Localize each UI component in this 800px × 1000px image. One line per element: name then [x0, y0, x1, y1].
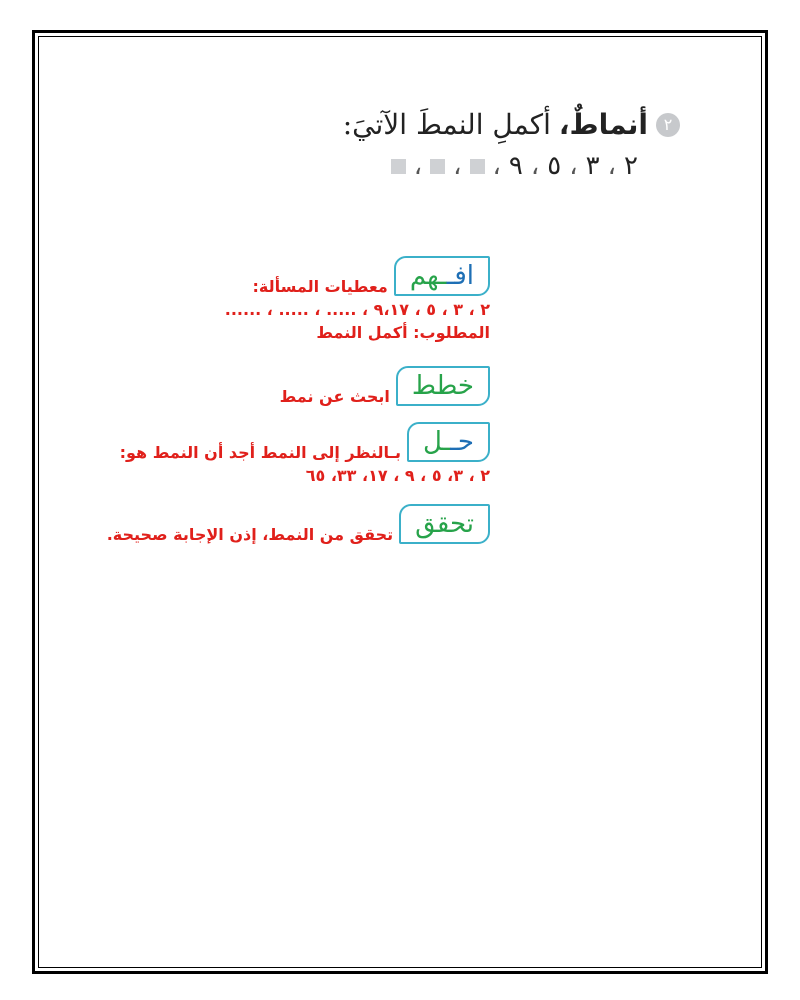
sequence-separator: ، — [607, 151, 617, 181]
required-text: المطلوب: أكمل النمط — [316, 323, 490, 342]
step-check — [107, 504, 490, 544]
sequence-separator: ، — [569, 151, 578, 181]
tag-check — [399, 504, 490, 544]
given-label: معطيات المسألة: — [252, 277, 388, 296]
sequence-separator: ، — [492, 151, 501, 181]
sequence-blank-box — [391, 159, 406, 174]
sequence-term: ٥ — [547, 151, 562, 181]
tag-understand-part2: ـهم — [409, 261, 447, 291]
solve-text: بـالنظر إلى النمط أجد أن النمط هو: — [119, 443, 401, 462]
problem-number-badge: ٢ — [656, 113, 680, 137]
tag-solve-part1: حـ — [450, 427, 474, 457]
step-plan — [280, 366, 490, 406]
problem-sequence — [343, 151, 638, 181]
tag-plan — [396, 366, 490, 406]
plan-text: ابحث عن نمط — [279, 387, 390, 406]
sequence-term: ٣ — [585, 151, 600, 181]
problem-statement — [343, 108, 680, 181]
solve-values: ٢ ، ٣، ٥ ، ٩ ، ١٧، ٣٣، ٦٥ — [305, 466, 490, 485]
problem-instruction: أكملِ النمطَ الآتيَ: — [342, 108, 551, 141]
tag-plan-text: خطط — [411, 371, 474, 401]
tag-check-text: تحقق — [415, 509, 474, 539]
tag-understand — [394, 256, 490, 296]
sequence-separator: ، — [413, 151, 423, 181]
check-text: تحقق من النمط، إذن الإجابة صحيحة. — [106, 525, 394, 544]
sequence-blank-box — [430, 159, 445, 174]
tag-solve — [407, 422, 490, 462]
step-solve — [120, 422, 490, 485]
sequence-separator: ، — [453, 151, 462, 181]
problem-label: أنماطٌ، — [558, 108, 648, 141]
tag-solve-part2: ـل — [422, 427, 451, 457]
sequence-term: ٩ — [508, 151, 523, 181]
tag-understand-part1: افـ — [446, 261, 474, 291]
sequence-blank-box — [470, 159, 485, 174]
given-values: ٢ ، ٣ ، ٥ ، ٩،١٧ ، ..... ، ..... ، ...... — [224, 300, 490, 319]
sequence-term: ٢ — [624, 151, 638, 181]
sequence-separator: ، — [530, 151, 540, 181]
problem-header — [343, 108, 680, 141]
step-understand — [225, 256, 490, 342]
